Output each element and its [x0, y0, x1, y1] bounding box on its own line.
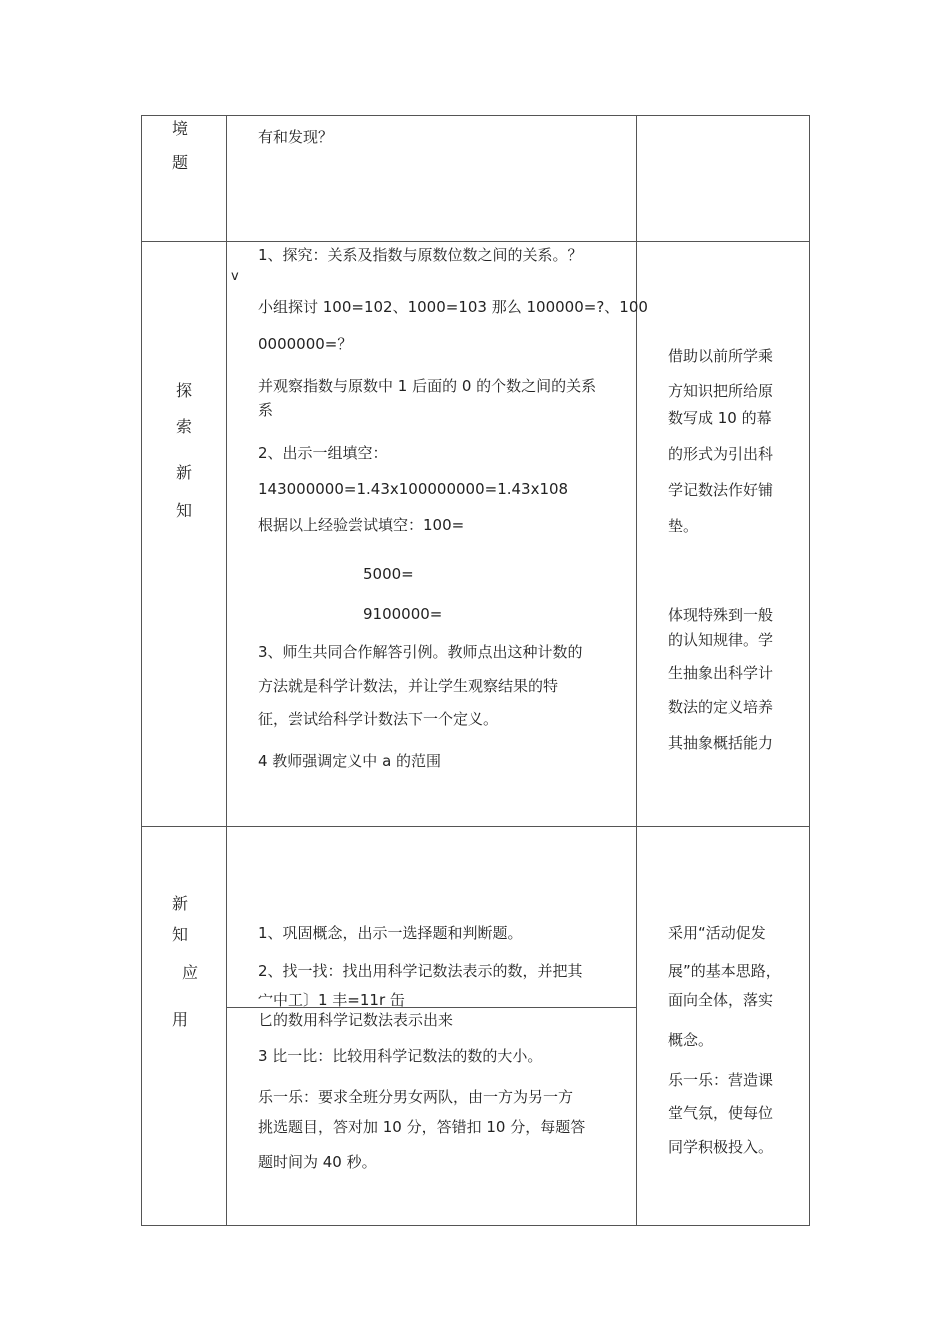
row2-label-char: 知	[176, 501, 193, 520]
note-line: 概念。	[668, 1031, 714, 1049]
content-line: 9100000=	[363, 605, 443, 623]
table-border-top	[141, 115, 810, 116]
note-line: 借助以前所学乘	[668, 347, 774, 365]
row-divider-2	[141, 826, 810, 827]
note-line: 学记数法作好铺	[668, 481, 774, 499]
content-line: 根据以上经验尝试填空：100=	[258, 516, 465, 534]
note-line: 堂气氛，使每位	[668, 1104, 774, 1122]
content-line: 题时间为 40 秒。	[258, 1153, 377, 1171]
note-line: 展”的基本思路，	[668, 962, 781, 980]
note-line: 采用“活动促发	[668, 924, 766, 942]
content-line: 征，尝试给科学计数法下一个定义。	[258, 710, 499, 728]
content-line: 1、探究：关系及指数与原数位数之间的关系。？	[258, 246, 583, 264]
content-line: 方法就是科学计数法，并让学生观察结果的特	[258, 677, 559, 695]
content-line: 143000000=1.43x100000000=1.43x108	[258, 480, 569, 498]
note-line: 数法的定义培养	[668, 698, 774, 716]
content-line: 2、出示一组填空：	[258, 444, 388, 462]
content-line: 小组探讨 100=102、1000=103 那么 100000=?、100	[258, 298, 648, 316]
row1-content: 有和发现？	[258, 128, 334, 146]
content-line: 5000=	[363, 565, 414, 583]
content-line: 2、找一找：找出用科学记数法表示的数，并把其	[258, 962, 583, 980]
content-line: 4 教师强调定义中 a 的范围	[258, 752, 442, 770]
note-line: 其抽象概括能力	[668, 734, 774, 752]
row3-label-char: 新	[172, 894, 189, 913]
row1-label-char: 题	[172, 153, 189, 172]
table-border-left	[141, 115, 142, 1226]
content-line: 1、巩固概念，出示一选择题和判断题。	[258, 924, 523, 942]
content-line: 3、师生共同合作解答引例。教师点出这种计数的	[258, 643, 583, 661]
content-line: 3 比一比：比较用科学记数法的数的大小。	[258, 1047, 543, 1065]
content-line: 系	[258, 401, 274, 419]
content-line: 并观察指数与原数中 1 后面的 0 的个数之间的关系	[258, 377, 597, 395]
note-line: 垫。	[668, 517, 699, 535]
content-line: 宀中工〕1 丰=11r 缶	[258, 991, 405, 1009]
note-line: 同学积极投入。	[668, 1138, 774, 1156]
row1-label-char: 境	[172, 119, 189, 138]
content-line: v	[231, 269, 239, 284]
row3-label-char: 应	[182, 963, 199, 982]
column-divider-1	[226, 115, 227, 1226]
content-line: 乐一乐：要求全班分男女两队，由一方为另一方	[258, 1088, 574, 1106]
column-divider-2	[636, 115, 637, 1226]
content-line: 挑选题目，答对加 10 分，答错扣 10 分，每题答	[258, 1118, 586, 1136]
row-divider-1	[141, 241, 810, 242]
table-border-right	[809, 115, 810, 1226]
note-line: 方知识把所给原	[668, 382, 774, 400]
note-line: 面向全体，落实	[668, 991, 774, 1009]
row2-label-char: 探	[176, 381, 193, 400]
content-line: 0000000=？	[258, 335, 353, 353]
row2-label-char: 索	[176, 417, 193, 436]
note-line: 生抽象出科学计	[668, 664, 774, 682]
row2-label-char: 新	[176, 463, 193, 482]
row3-label-char: 用	[172, 1010, 189, 1029]
note-line: 数写成 10 的幕	[668, 409, 772, 427]
table-border-bottom	[141, 1225, 810, 1226]
note-line: 乐一乐：营造课	[668, 1071, 774, 1089]
note-line: 体现特殊到一般	[668, 606, 774, 624]
note-line: 的认知规律。学	[668, 631, 774, 649]
row3-label-char: 知	[172, 925, 189, 944]
content-line: 匕的数用科学记数法表示出来	[258, 1011, 454, 1029]
note-line: 的形式为引出科	[668, 445, 774, 463]
